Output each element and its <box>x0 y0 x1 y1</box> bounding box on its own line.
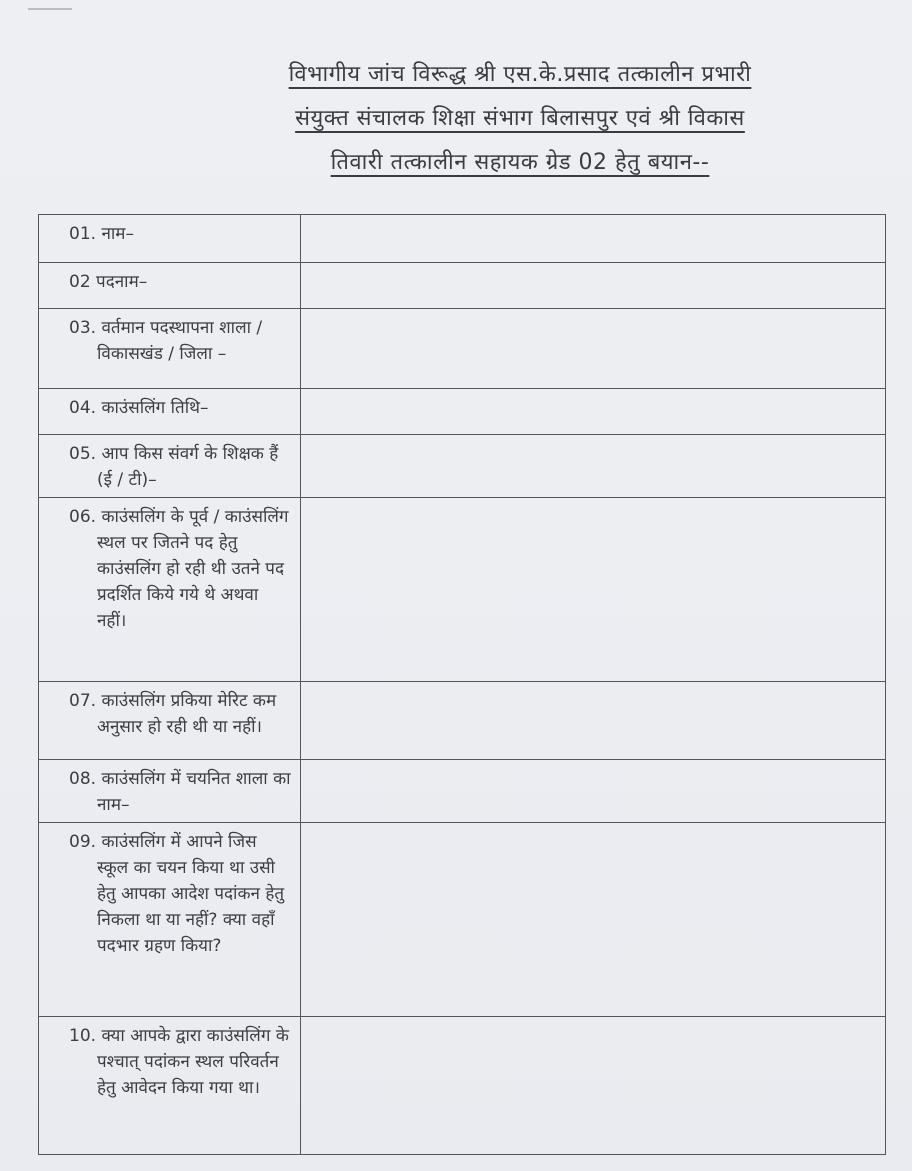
heading-line-1: विभागीय जांच विरूद्ध श्री एस.के.प्रसाद तत्कालीन प्रभारी <box>288 62 752 87</box>
question-text: काउंसलिंग प्रकिया मेरिट कम अनुसार हो रही थी या नहीं। <box>97 691 277 737</box>
question-number: 07. <box>69 691 97 711</box>
form-row <box>39 823 886 1017</box>
question-number: 02 <box>69 272 91 292</box>
form-row <box>39 760 886 823</box>
heading-line-2: संयुक्त संचालक शिक्षा संभाग बिलासपुर एवं श्री विकास <box>295 106 745 131</box>
form-row <box>39 1017 886 1155</box>
answer-cell[interactable] <box>301 760 886 823</box>
form-row <box>39 435 886 498</box>
answer-field[interactable] <box>301 309 885 349</box>
question-text: काउंसलिंग में चयनित शाला का नाम– <box>97 769 291 815</box>
question-cell <box>39 263 301 309</box>
question-cell <box>39 309 301 389</box>
answer-cell[interactable] <box>301 389 886 435</box>
question-number: 06. <box>69 507 97 527</box>
answer-cell[interactable] <box>301 215 886 263</box>
question-text: नाम– <box>101 224 134 244</box>
form-row <box>39 389 886 435</box>
answer-field[interactable] <box>301 389 885 429</box>
answer-field[interactable] <box>301 1017 885 1057</box>
answer-cell[interactable] <box>301 498 886 682</box>
question-cell <box>39 389 301 435</box>
question-cell <box>39 823 301 1017</box>
answer-cell[interactable] <box>301 823 886 1017</box>
question-number: 05. <box>69 444 97 464</box>
question-text: काउंसलिंग तिथि– <box>101 398 209 418</box>
question-text: पदनाम– <box>96 272 148 292</box>
question-cell <box>39 498 301 682</box>
question-number: 01. <box>69 224 97 244</box>
question-number: 03. <box>69 318 97 338</box>
question-number: 09. <box>69 832 97 852</box>
question-cell <box>39 682 301 760</box>
answer-cell[interactable] <box>301 309 886 389</box>
question-text: क्या आपके द्वारा काउंसलिंग के पश्चात् पदांकन स्थल परिवर्तन हेतु आवेदन किया गया था। <box>97 1026 289 1098</box>
question-text: काउंसलिंग के पूर्व / काउंसलिंग स्थल पर जितने पद हेतु काउंसलिंग हो रही थी उतने पद प्रदर्शित किये गये थे अथवा नहीं। <box>97 507 289 631</box>
answer-cell[interactable] <box>301 682 886 760</box>
form-row <box>39 682 886 760</box>
answer-field[interactable] <box>301 682 885 722</box>
pen-mark <box>28 8 72 10</box>
question-number: 04. <box>69 398 97 418</box>
document-heading <box>220 56 820 188</box>
question-cell <box>39 435 301 498</box>
heading-line-3: तिवारी तत्कालीन सहायक ग्रेड 02 हेतु बयान-- <box>330 150 710 175</box>
answer-cell[interactable] <box>301 435 886 498</box>
form-row <box>39 215 886 263</box>
answer-field[interactable] <box>301 823 885 863</box>
question-number: 08. <box>69 769 97 789</box>
answer-field[interactable] <box>301 435 885 475</box>
form-row <box>39 498 886 682</box>
question-cell <box>39 215 301 263</box>
question-text: आप किस संवर्ग के शिक्षक हैं (ई / टी)– <box>97 444 279 490</box>
question-cell <box>39 1017 301 1155</box>
form-row <box>39 309 886 389</box>
form-row <box>39 263 886 309</box>
question-cell <box>39 760 301 823</box>
answer-cell[interactable] <box>301 1017 886 1155</box>
question-text: काउंसलिंग में आपने जिस स्कूल का चयन किया था उसी हेतु आपका आदेश पदांकन हेतु निकला था या नहीं? क्या वहाँ पदभार ग्रहण किया? <box>97 832 285 956</box>
statement-form-table <box>38 214 886 1155</box>
answer-field[interactable] <box>301 263 885 303</box>
answer-field[interactable] <box>301 498 885 538</box>
question-text: वर्तमान पदस्थापना शाला / विकासखंड / जिला – <box>97 318 263 364</box>
answer-cell[interactable] <box>301 263 886 309</box>
answer-field[interactable] <box>301 215 885 255</box>
question-number: 10. <box>69 1026 97 1046</box>
answer-field[interactable] <box>301 760 885 800</box>
